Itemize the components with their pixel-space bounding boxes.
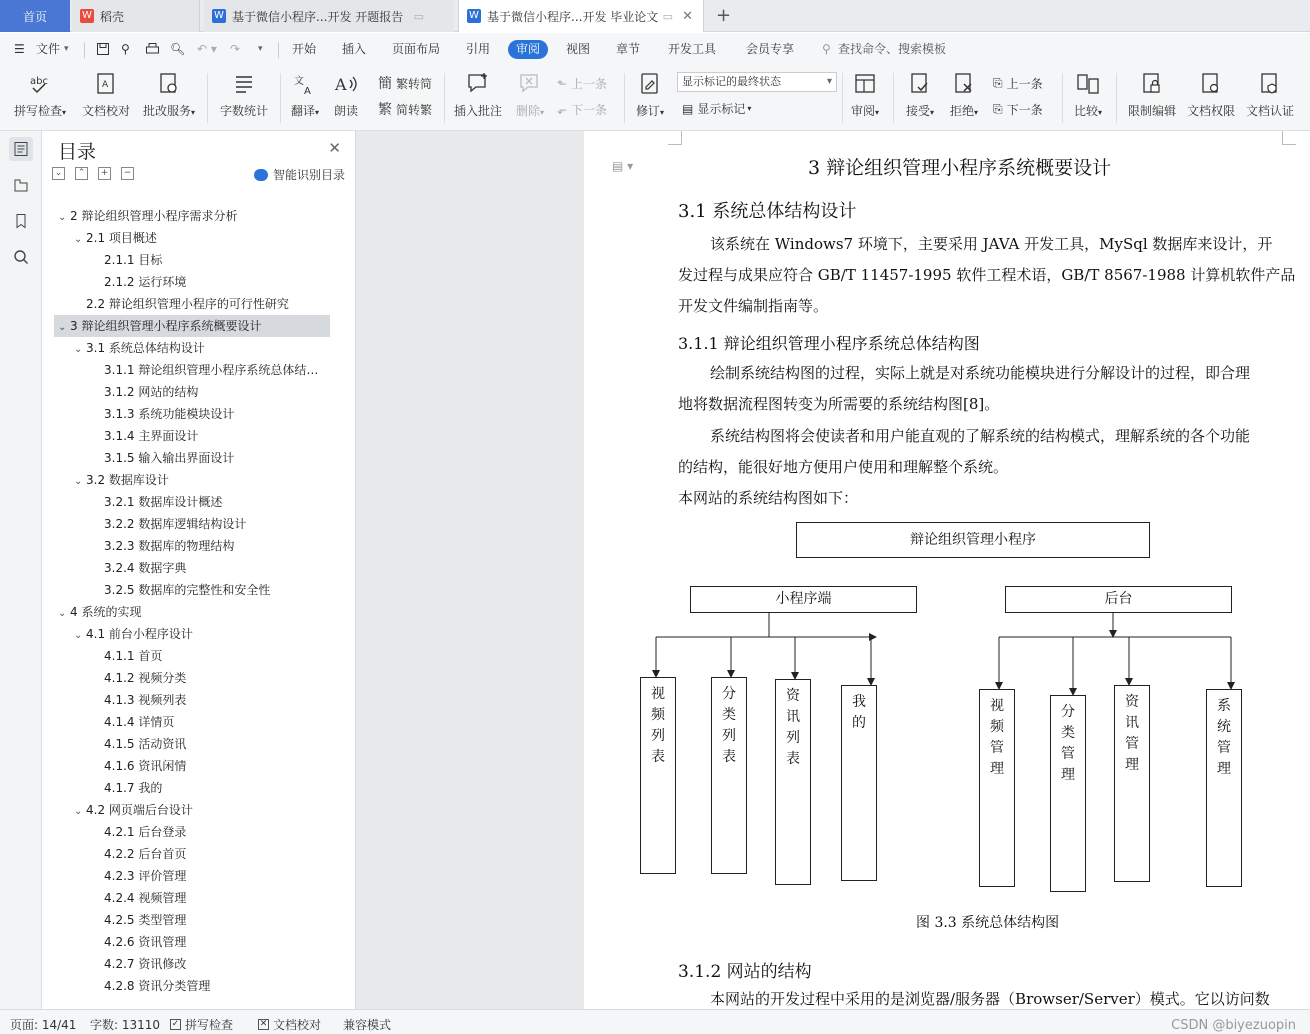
toc-item[interactable]: 3.2.5 数据库的完整性和安全性 <box>104 583 271 597</box>
paragraph: 发过程与成果应符合 GB/T 11457-1995 软件工程术语，GB/T 8567-1988 计算机软件产品 <box>678 266 1296 284</box>
add-icon[interactable]: + <box>98 167 111 180</box>
simp-trad-icon: 繁 <box>378 102 392 118</box>
translate-icon <box>292 71 318 97</box>
chevron-down-icon[interactable]: ⌄ <box>74 234 83 245</box>
checkbox-icon: ✓ <box>171 1019 180 1029</box>
toc-item[interactable]: 4.1.6 资讯闲情 <box>104 759 187 773</box>
review-pane-button[interactable]: 审阅▾ <box>846 65 884 131</box>
diagram-leaf-node: 分 类 管 理 <box>1050 695 1086 892</box>
word-doc-icon: W <box>212 9 226 23</box>
word-doc-icon: W <box>467 9 481 23</box>
review-pane-icon <box>852 71 878 97</box>
new-tab-icon[interactable]: + <box>716 5 732 26</box>
diagram-node-backend: 后台 <box>1005 586 1232 613</box>
insert-comment-button[interactable]: 插入批注 <box>452 65 504 131</box>
diagram-leaf-node: 资 讯 列 表 <box>775 679 811 885</box>
prev-comment-button[interactable]: ⬑ 上一条 <box>557 76 608 91</box>
toc-item[interactable]: 4.1.5 活动资讯 <box>104 737 187 751</box>
diagram-root-node: 辩论组织管理小程序 <box>796 522 1150 558</box>
toc-item[interactable]: ⌄ 4.2 网页端后台设计 <box>54 799 330 821</box>
page-gutter <box>356 131 584 1009</box>
toc-item[interactable]: ⌄ 3 辩论组织管理小程序系统概要设计 <box>54 315 330 337</box>
toc-item[interactable]: 4.2.5 类型管理 <box>104 913 187 927</box>
save-icon[interactable] <box>96 33 110 65</box>
toc-item[interactable]: 4.1.7 我的 <box>104 781 163 795</box>
menu-devtools[interactable]: 开发工具 <box>668 42 717 56</box>
paragraph: 的结构，能很好地方便用户使用和理解整个系统。 <box>678 458 1009 476</box>
redo-icon[interactable]: ↷ <box>230 42 241 56</box>
diagram-connectors <box>584 519 1310 939</box>
chapter-nav-icon[interactable] <box>9 173 33 197</box>
toc-title: 目录 <box>58 141 97 163</box>
prev-change-button[interactable]: ⎘ 上一条 <box>993 76 1043 91</box>
toc-list <box>54 187 350 1009</box>
toc-item[interactable]: ⌄ 4 系统的实现 <box>54 601 330 623</box>
show-markup-icon: ▤ <box>682 101 694 116</box>
insert-comment-icon <box>465 71 491 97</box>
compare-button[interactable]: 比较▾ <box>1068 65 1108 131</box>
toc-item[interactable]: 4.2.2 后台首页 <box>104 847 187 861</box>
status-bar <box>0 1009 1310 1034</box>
print-preview-icon[interactable]: 🔍︎ <box>170 42 186 56</box>
review-toolbar <box>0 65 1310 131</box>
compare-icon <box>1075 71 1101 97</box>
trad-to-simp-button[interactable]: 簡 繁转简 <box>378 73 432 93</box>
diagram-leaf-node: 分 类 列 表 <box>711 677 747 874</box>
delete-comment-button[interactable]: 删除▾ <box>510 65 550 131</box>
compat-mode: 兼容模式 <box>343 1018 392 1032</box>
toc-item[interactable]: 3.1.5 输入输出界面设计 <box>104 451 235 465</box>
menu-file[interactable]: 文件 <box>36 42 61 56</box>
diagram-leaf-node: 资 讯 管 理 <box>1114 685 1150 882</box>
toc-item[interactable]: 3.1.4 主界面设计 <box>104 429 199 443</box>
menu-review[interactable]: 审阅 <box>508 40 548 59</box>
accept-icon <box>907 71 933 97</box>
doc-proof-icon <box>93 71 119 97</box>
show-markup-button[interactable]: ▤ 显示标记 ▾ <box>682 101 752 116</box>
accept-button[interactable]: 接受▾ <box>900 65 940 131</box>
doc-proof-toggle[interactable]: ✕ 文档校对 <box>259 1018 322 1032</box>
monitor-icon: ▭ <box>413 9 424 23</box>
word-count[interactable]: 字数: 13110 <box>90 1018 161 1032</box>
svg-text:文: 文 <box>294 76 304 87</box>
prev-change-icon: ⎘ <box>993 76 1003 90</box>
toc-item[interactable]: 3.2.1 数据库设计概述 <box>104 495 223 509</box>
page-indicator[interactable]: 页面: 14/41 <box>10 1018 77 1032</box>
watermark: CSDN @biyezuopin <box>1171 1018 1296 1033</box>
delete-comment-icon <box>517 71 543 97</box>
paragraph: 系统结构图将会使读者和用户能直观的了解系统的结构模式，理解系统的各个功能 <box>710 427 1251 445</box>
toc-item[interactable]: 4.2.6 资讯管理 <box>104 935 187 949</box>
word-count-button[interactable]: 字数统计 <box>216 65 272 131</box>
chevron-down-icon[interactable]: ▾ <box>64 44 69 54</box>
translate-button[interactable]: 文 A 翻译▾ <box>286 65 324 131</box>
print-icon[interactable] <box>145 33 160 65</box>
chapter-heading: 3 辩论组织管理小程序系统概要设计 <box>808 157 1112 179</box>
prev-comment-icon: ⬑ <box>557 76 568 91</box>
toc-item[interactable]: 4.2.3 评价管理 <box>104 869 187 883</box>
toc-item[interactable]: 3.1.3 系统功能模块设计 <box>104 407 235 421</box>
toc-item[interactable]: ⌄ 3.2 数据库设计 <box>54 469 330 491</box>
toc-item[interactable]: 3.2.3 数据库的物理结构 <box>104 539 235 553</box>
toc-item[interactable]: 4.1.4 详情页 <box>104 715 175 729</box>
format-painter-icon[interactable]: ⚲ <box>121 42 130 56</box>
toc-item[interactable]: 4.1.1 首页 <box>104 649 163 663</box>
smart-toc-button[interactable]: 智能识别目录 <box>254 166 345 183</box>
revise-icon <box>637 71 663 97</box>
toc-controls <box>52 167 134 180</box>
tab-thesis-doc[interactable]: W 基于微信小程序...开发 毕业论文 ▭ ✕ <box>458 0 704 32</box>
read-aloud-button[interactable]: A 朗读 <box>328 65 364 131</box>
section-heading: 3.1 系统总体结构设计 <box>678 201 857 222</box>
expand-icon[interactable]: ⌄ <box>52 167 65 180</box>
tab-bar <box>0 0 1310 32</box>
tab-home[interactable]: 首页 <box>0 0 70 32</box>
toc-item[interactable]: ⌄ 3.1 系统总体结构设计 <box>54 337 330 359</box>
revise-button[interactable]: 修订▾ <box>630 65 670 131</box>
toc-item[interactable]: 4.2.7 资讯修改 <box>104 957 187 971</box>
hamburger-icon[interactable]: ☰ <box>14 42 25 56</box>
svg-text:abc: abc <box>30 76 48 87</box>
paragraph: 本网站的系统结构图如下： <box>678 489 859 507</box>
read-aloud-icon <box>333 71 359 97</box>
search-icon: ⚲ <box>822 42 831 56</box>
toc-item[interactable]: ⌄ 2.1 项目概述 <box>54 227 330 249</box>
chevron-down-icon[interactable]: ⌄ <box>74 630 83 641</box>
correction-service-icon <box>156 71 182 97</box>
certificate-icon <box>1257 71 1283 97</box>
toc-item[interactable]: ⌄ 2 辩论组织管理小程序需求分析 <box>54 205 330 227</box>
markup-display-select[interactable]: 显示标记的最终状态 ▾ <box>677 72 837 92</box>
diagram-leaf-node: 系 统 管 理 <box>1206 689 1242 887</box>
paragraph: 地将数据流程图转变为所需要的系统结构图[8]。 <box>678 395 1000 413</box>
diagram-leaf-node: 视 频 列 表 <box>640 677 676 874</box>
toc-panel <box>42 131 356 1009</box>
menu-chapter[interactable]: 章节 <box>616 42 641 56</box>
toc-item[interactable]: 4.1.2 视频分类 <box>104 671 187 685</box>
tab-proposal-doc[interactable]: W 基于微信小程序...开发 开题报告 ▭ <box>204 0 454 32</box>
next-comment-button[interactable]: ⬐ 下一条 <box>557 102 608 117</box>
toc-item[interactable]: 3.1.2 网站的结构 <box>104 385 199 399</box>
paragraph: 开发文件编制指南等。 <box>678 297 829 315</box>
paragraph: 绘制系统结构图的过程，实际上就是对系统功能模块进行分解设计的过程，即合理 <box>710 364 1251 382</box>
trad-simp-icon: 簡 <box>378 76 392 92</box>
doc-cert-button[interactable]: 文档认证 <box>1242 65 1298 131</box>
page-menu-icon[interactable]: ▤ ▾ <box>612 159 634 173</box>
diagram-leaf-node: 视 频 管 理 <box>979 689 1015 887</box>
reject-button[interactable]: 拒绝▾ <box>944 65 984 131</box>
diagram-leaf-node: 我 的 <box>841 685 877 881</box>
spell-check-icon <box>27 71 53 97</box>
svg-text:A: A <box>102 80 109 90</box>
next-change-button[interactable]: ⎘ 下一条 <box>993 102 1043 117</box>
word-count-icon <box>231 71 257 97</box>
next-change-icon: ⎘ <box>993 102 1003 116</box>
doc-proof-button[interactable]: A 文档校对 <box>80 65 132 131</box>
svg-text:A: A <box>304 86 311 96</box>
toc-item[interactable]: 2.1.2 运行环境 <box>104 275 187 289</box>
toc-item[interactable]: 3.2.4 数据字典 <box>104 561 187 575</box>
collapse-icon[interactable]: ⌃ <box>75 167 88 180</box>
correction-service-button[interactable]: 批改服务▾ <box>140 65 198 131</box>
nav-strip <box>0 131 42 1009</box>
checkbox-icon: ✕ <box>259 1019 268 1029</box>
menu-reference[interactable]: 引用 <box>466 42 491 56</box>
paragraph: 该系统在 Windows7 环境下，主要采用 JAVA 开发工具，MySql 数据库来设计，开 <box>710 235 1273 253</box>
smart-toc-icon <box>254 169 268 181</box>
structure-diagram <box>584 519 1310 939</box>
chevron-down-icon[interactable]: ⌄ <box>74 476 83 487</box>
wps-logo-icon: W <box>80 9 94 23</box>
search-icon[interactable] <box>9 245 33 269</box>
svg-text:A: A <box>335 75 347 94</box>
tab-daoke[interactable]: W 稻壳 <box>72 0 200 32</box>
restrict-edit-button[interactable]: 限制编辑 <box>1124 65 1180 131</box>
subsection-heading: 3.1.1 辩论组织管理小程序系统总体结构图 <box>678 334 980 353</box>
paragraph: 本网站的开发过程中采用的是浏览器/服务器（Browser/Server）模式。它以访问数 <box>710 990 1270 1008</box>
command-search-input[interactable]: 查找命令、搜索模板 <box>838 42 947 56</box>
toc-item[interactable]: 2.1.1 目标 <box>104 253 163 267</box>
menu-start[interactable]: 开始 <box>292 42 317 56</box>
toc-item[interactable]: 4.2.8 资讯分类管理 <box>104 979 211 993</box>
simp-to-trad-button[interactable]: 繁 简转繁 <box>378 99 432 119</box>
toc-item[interactable]: 2.2 辩论组织管理小程序的可行性研究 <box>86 297 289 311</box>
reject-icon <box>951 71 977 97</box>
toc-item[interactable]: 3.1.1 辩论组织管理小程序系统总体结构图 <box>104 363 330 377</box>
menu-view[interactable]: 视图 <box>566 42 591 56</box>
toc-item[interactable]: 4.2.1 后台登录 <box>104 825 187 839</box>
lock-icon <box>1139 71 1165 97</box>
close-tab-icon[interactable]: ✕ <box>682 8 693 24</box>
monitor-icon: ▭ <box>662 9 673 23</box>
chevron-down-icon[interactable]: ⌄ <box>58 608 67 619</box>
menu-layout[interactable]: 页面布局 <box>392 42 441 56</box>
toc-pane-icon[interactable] <box>9 137 33 161</box>
spell-check-button[interactable]: abc 拼写检查▾ <box>10 65 70 131</box>
doc-permission-button[interactable]: 文档权限 <box>1184 65 1238 131</box>
toc-item[interactable]: ⌄ 4.1 前台小程序设计 <box>54 623 330 645</box>
figure-caption: 图 3.3 系统总体结构图 <box>916 915 1060 931</box>
chevron-down-icon[interactable]: ⌄ <box>58 322 67 333</box>
quick-access-chevron-icon[interactable]: ▾ <box>258 44 263 54</box>
permission-icon <box>1198 71 1224 97</box>
spell-check-toggle[interactable]: ✓ 拼写检查 <box>171 1018 234 1032</box>
menu-member[interactable]: 会员专享 <box>746 42 795 56</box>
bookmark-icon[interactable] <box>9 209 33 233</box>
toc-item[interactable]: 4.2.4 视频管理 <box>104 891 187 905</box>
menu-insert[interactable]: 插入 <box>342 42 367 56</box>
remove-icon[interactable]: − <box>121 167 134 180</box>
document-page[interactable] <box>584 131 1310 1009</box>
subsection-heading: 3.1.2 网站的结构 <box>678 962 812 982</box>
chevron-down-icon[interactable]: ⌄ <box>74 344 83 355</box>
menu-bar <box>0 33 1310 65</box>
toc-item[interactable]: 4.1.3 视频列表 <box>104 693 187 707</box>
undo-icon[interactable]: ↶ ▾ <box>197 42 217 56</box>
close-icon[interactable]: ✕ <box>328 139 341 157</box>
chevron-down-icon[interactable]: ⌄ <box>74 806 83 817</box>
chevron-down-icon[interactable]: ⌄ <box>58 212 67 223</box>
toc-item[interactable]: 3.2.2 数据库逻辑结构设计 <box>104 517 247 531</box>
next-comment-icon: ⬐ <box>557 102 568 117</box>
diagram-node-miniapp: 小程序端 <box>690 586 917 613</box>
